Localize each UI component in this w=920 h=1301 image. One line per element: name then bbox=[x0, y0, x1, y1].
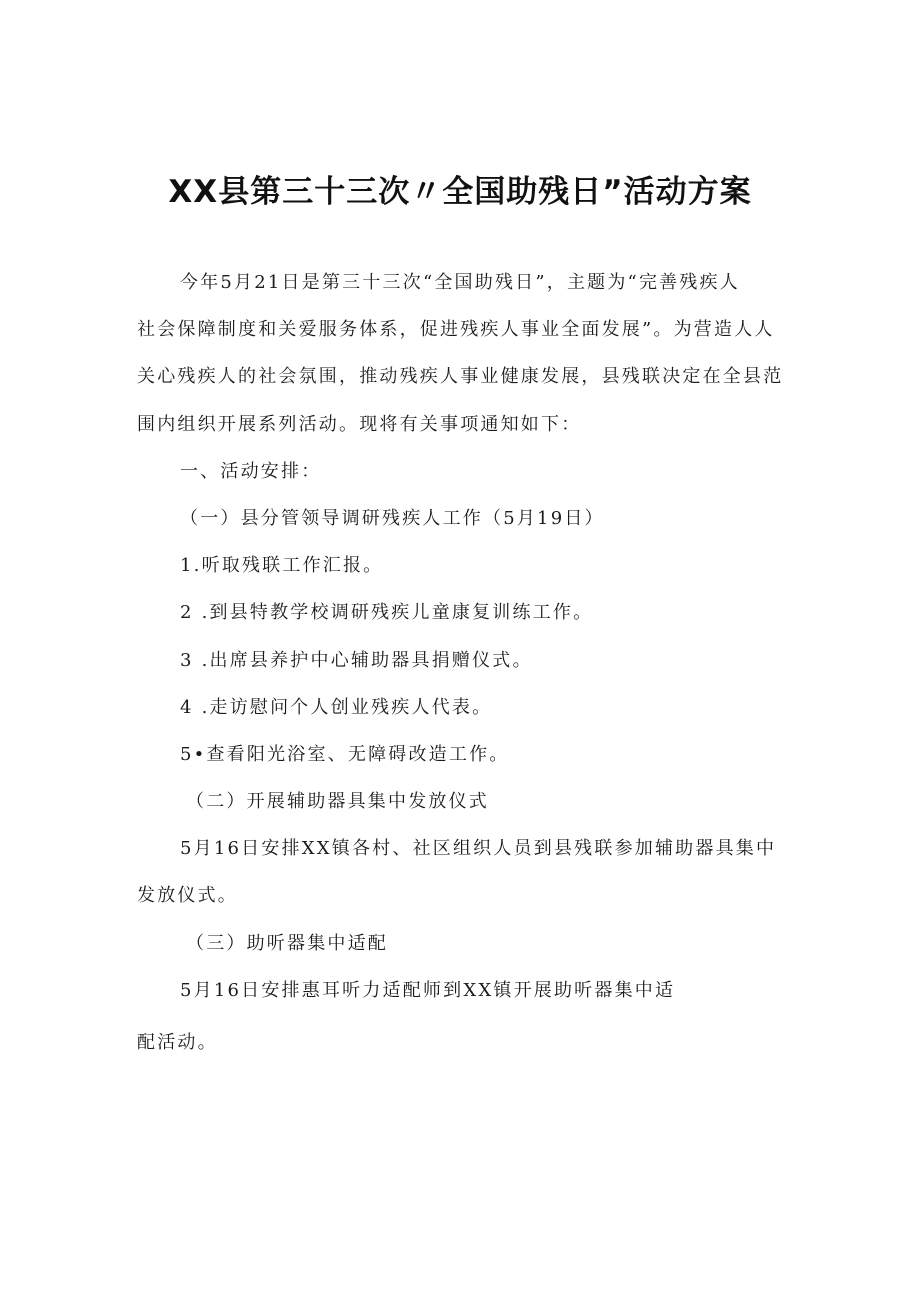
list-item-3: 3 .出席县养护中心辅助器具捐赠仪式。 bbox=[180, 650, 533, 671]
list-item-5: 5•查看阳光浴室、无障碍改造工作。 bbox=[180, 744, 510, 765]
subsection-heading-1: （一）县分管领导调研残疾人工作（5月19日） bbox=[180, 508, 605, 529]
intro-line-2: 社会保障制度和关爱服务体系，促进残疾人事业全面发展”。为营造人人 bbox=[137, 319, 775, 340]
list-item-1: 1.听取残联工作汇报。 bbox=[180, 555, 384, 576]
list-item-4: 4 .走访慰问个人创业残疾人代表。 bbox=[180, 697, 493, 718]
subsection-heading-3: （三）助听器集中适配 bbox=[186, 933, 388, 954]
subsection-3-line-2: 配活动。 bbox=[137, 1032, 218, 1053]
intro-line-1: 今年5月21日是第三十三次“全国助残日”，主题为“完善残疾人 bbox=[180, 272, 740, 293]
section-heading-activity-arrangement: 一、活动安排： bbox=[180, 461, 322, 482]
subsection-heading-2: （二）开展辅助器具集中发放仪式 bbox=[186, 791, 489, 812]
list-item-2: 2 .到县特教学校调研残疾儿童康复训练工作。 bbox=[180, 602, 594, 623]
subsection-2-line-2: 发放仪式。 bbox=[137, 885, 238, 906]
intro-line-4: 围内组织开展系列活动。现将有关事项通知如下： bbox=[137, 414, 582, 435]
document-title: XX县第三十三次〃全国助残日”活动方案 bbox=[168, 174, 752, 210]
intro-line-3: 关心残疾人的社会氛围，推动残疾人事业健康发展，县残联决定在全县范 bbox=[137, 366, 784, 387]
subsection-2-line-1: 5月16日安排XX镇各村、社区组织人员到县残联参加辅助器具集中 bbox=[180, 838, 777, 859]
subsection-3-line-1: 5月16日安排惠耳听力适配师到XX镇开展助听器集中适 bbox=[180, 980, 676, 1001]
